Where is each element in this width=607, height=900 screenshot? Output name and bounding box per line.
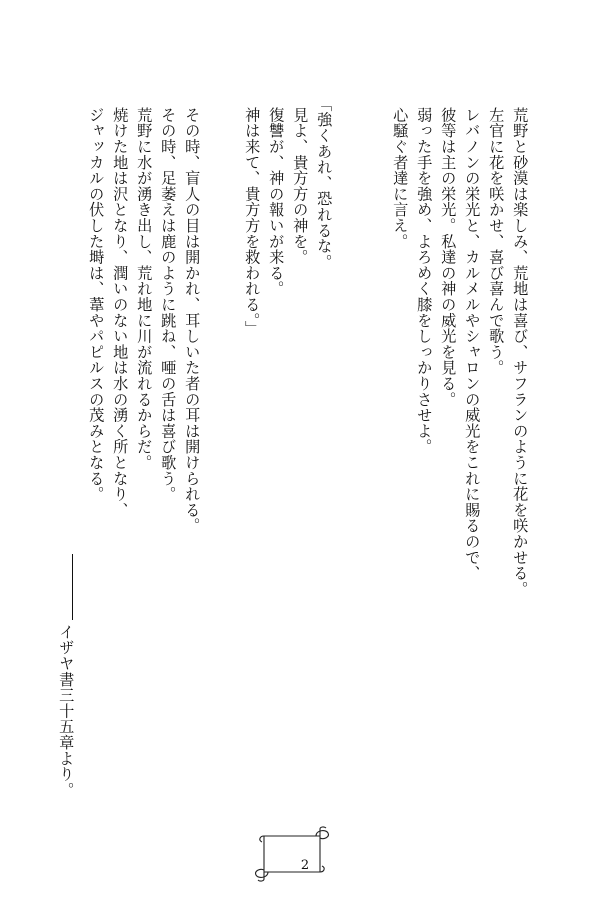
quote-line: 復讐が、神の報いが来る。 — [267, 107, 286, 297]
verse-line: 荒野に水が湧き出し、荒れ地に川が流れるからだ。 — [135, 107, 154, 471]
verse-line: その時、盲人の目は開かれ、耳しいた者の耳は開けられる。 — [183, 107, 202, 534]
verse-line: その時、足萎えは鹿のように跳ね、唖の舌は喜び歌う。 — [159, 107, 178, 502]
attribution-text: イザヤ書三十五章より。 — [57, 624, 76, 798]
attribution — [57, 554, 76, 798]
quote-line: 神は来て、貴方方を救われる。」 — [243, 107, 262, 337]
verse-line: 荒野と砂漠は楽しみ、荒地は喜び、サフランのように花を咲かせる。 — [511, 107, 530, 597]
verse-line: 焼けた地は沢となり、潤いのない地は水の湧く所となり、 — [111, 107, 130, 518]
quote-line: 見よ、貴方方の神を。 — [291, 107, 310, 265]
verse-line: 左官に花を咲かせ、喜び喜んで歌う。 — [487, 107, 506, 376]
attribution-dash — [72, 554, 73, 620]
verse-line: 弱った手を強め、よろめく膝をしっかりさせよ。 — [415, 107, 434, 455]
verse-line: ジャッカルの伏した塒は、葦やパピルスの茂みとなる。 — [87, 107, 106, 502]
scroll-ornament — [250, 826, 334, 886]
page-number: 2 — [300, 858, 310, 873]
quote-line: 「強くあれ、恐れるな。 — [315, 96, 334, 270]
verse-line: 心騒ぐ者達に言え。 — [391, 107, 410, 250]
verse-line: レバノンの栄光と、カルメルやシャロンの威光をこれに賜るので、 — [463, 107, 482, 581]
verse-line: 彼等は主の栄光。私達の神の威光を見る。 — [439, 107, 458, 408]
